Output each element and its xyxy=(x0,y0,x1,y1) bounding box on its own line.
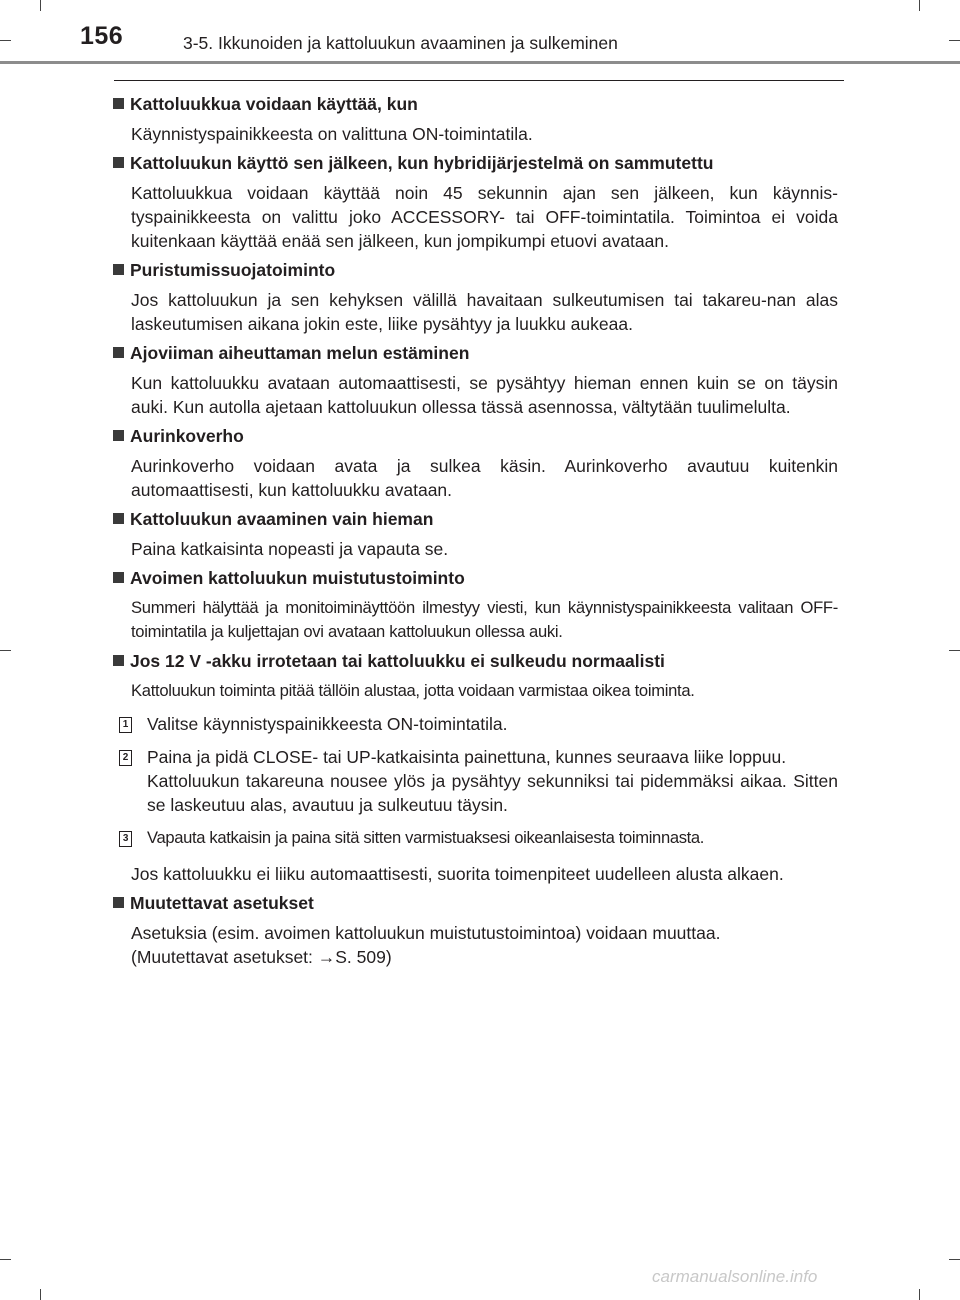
section-text: Kattoluukun toiminta pitää tällöin alustaa, jotta voidaan varmistaa oikea toiminta. xyxy=(131,681,695,700)
step-item xyxy=(122,712,838,736)
page-number: 156 xyxy=(80,22,124,50)
section-text: Aurinkoverho voidaan avata ja sulkea käsin. Aurinkoverho avautuu kuitenkin automaattisesti, kun kattoluukku avataan. xyxy=(131,456,838,500)
content-rule xyxy=(114,80,844,81)
step-text: Valitse käynnistyspainikkeesta ON-toimintatila. xyxy=(147,714,508,734)
main-content xyxy=(113,93,838,975)
square-bullet-icon xyxy=(113,347,124,358)
section-title: Puristumissuojatoiminto xyxy=(113,259,838,282)
watermark: carmanualsonline.info xyxy=(652,1267,818,1286)
crop-mark xyxy=(949,650,960,651)
section-text: Jos kattoluukun ja sen kehyksen välillä havaitaan sulkeutumisen tai takareu-nan alas laskeutumisen aikana jokin este, liike pysähtyy ja luukku aukeaa. xyxy=(131,290,838,334)
step-number-box: 3 xyxy=(119,831,132,847)
square-bullet-icon xyxy=(113,572,124,583)
step-item xyxy=(122,745,838,817)
section-title: Jos 12 V -akku irrotetaan tai kattoluukku ei sulkeudu normaalisti xyxy=(113,650,838,673)
section-title: Kattoluukun avaaminen vain hieman xyxy=(113,508,838,531)
section-reminder xyxy=(113,567,838,644)
step-text: Paina ja pidä CLOSE- tai UP-katkaisinta painettuna, kunnes seuraava liike loppuu. xyxy=(147,747,787,767)
square-bullet-icon xyxy=(113,264,124,275)
page-header xyxy=(0,0,960,64)
section-roof-usable xyxy=(113,93,838,146)
section-text: Asetuksia (esim. avoimen kattoluukun muistutustoimintoa) voidaan muuttaa. xyxy=(131,923,721,943)
section-jam-protection xyxy=(113,259,838,336)
section-title: Kattoluukkua voidaan käyttää, kun xyxy=(113,93,838,116)
crop-mark xyxy=(40,1289,41,1300)
step-number-box: 1 xyxy=(119,717,132,733)
square-bullet-icon xyxy=(113,430,124,441)
section-sunshade xyxy=(113,425,838,502)
header-rule xyxy=(0,61,960,64)
section-customizable xyxy=(113,892,838,969)
square-bullet-icon xyxy=(113,98,124,109)
section-title: Muutettavat asetukset xyxy=(113,892,838,915)
crop-mark xyxy=(0,1259,11,1260)
section-title: Ajoviiman aiheuttaman melun estäminen xyxy=(113,342,838,365)
square-bullet-icon xyxy=(113,655,124,666)
step-number-box: 2 xyxy=(119,750,132,766)
crop-mark xyxy=(919,1289,920,1300)
crop-mark xyxy=(0,650,11,651)
section-title: Aurinkoverho xyxy=(113,425,838,448)
crop-mark xyxy=(949,1259,960,1260)
step-text: Vapauta katkaisin ja paina sitä sitten varmistuaksesi oikeanlaisesta toiminnasta. xyxy=(147,828,705,847)
step-item xyxy=(122,826,838,850)
section-open-slightly xyxy=(113,508,838,561)
section-text: Paina katkaisinta nopeasti ja vapauta se. xyxy=(131,539,449,559)
section-note: Jos kattoluukku ei liiku automaattisesti, suorita toimenpiteet uudelleen alusta alkaen. xyxy=(131,864,784,884)
page-reference[interactable]: (Muutettavat asetukset: →S. 509) xyxy=(131,947,392,967)
section-title: Avoimen kattoluukun muistutustoiminto xyxy=(113,567,838,590)
section-text: Käynnistyspainikkeesta on valittuna ON-toimintatila. xyxy=(131,124,533,144)
section-text: Kun kattoluukku avataan automaattisesti, se pysähtyy hieman ennen kuin se on täysin auki. Kun autolla ajetaan kattoluukun ollessa tässä asennossa, vältytään tuulimelulta. xyxy=(131,373,838,417)
section-battery-reset xyxy=(113,650,838,886)
square-bullet-icon xyxy=(113,513,124,524)
chapter-title: 3-5. Ikkunoiden ja kattoluukun avaaminen ja sulkeminen xyxy=(183,33,618,53)
section-wind-noise xyxy=(113,342,838,419)
section-text: Kattoluukkua voidaan käyttää noin 45 sekunnin ajan sen jälkeen, kun käynnis-tyspainikkeesta on valittu joko ACCESSORY- tai OFF-toimintatila. Toimintoa ei voida kuitenkaan käyttää enää sen jälkeen, kun jompikumpi etuovi avataan. xyxy=(131,183,838,251)
square-bullet-icon xyxy=(113,897,124,908)
section-title: Kattoluukun käyttö sen jälkeen, kun hybridijärjestelmä on sammutettu xyxy=(113,152,838,175)
step-detail: Kattoluukun takareuna nousee ylös ja pysähtyy sekunniksi tai pidemmäksi aikaa. Sitten se laskeutuu alas, avautuu ja sulkeutuu täysin. xyxy=(147,771,838,815)
square-bullet-icon xyxy=(113,157,124,168)
section-text: Summeri hälyttää ja monitoiminäyttöön ilmestyy viesti, kun käynnistyspainikkeesta valitaan OFF-toimintatila ja kuljettajan ovi avataan kattoluukun ollessa auki. xyxy=(131,598,838,641)
section-after-shutdown xyxy=(113,152,838,253)
